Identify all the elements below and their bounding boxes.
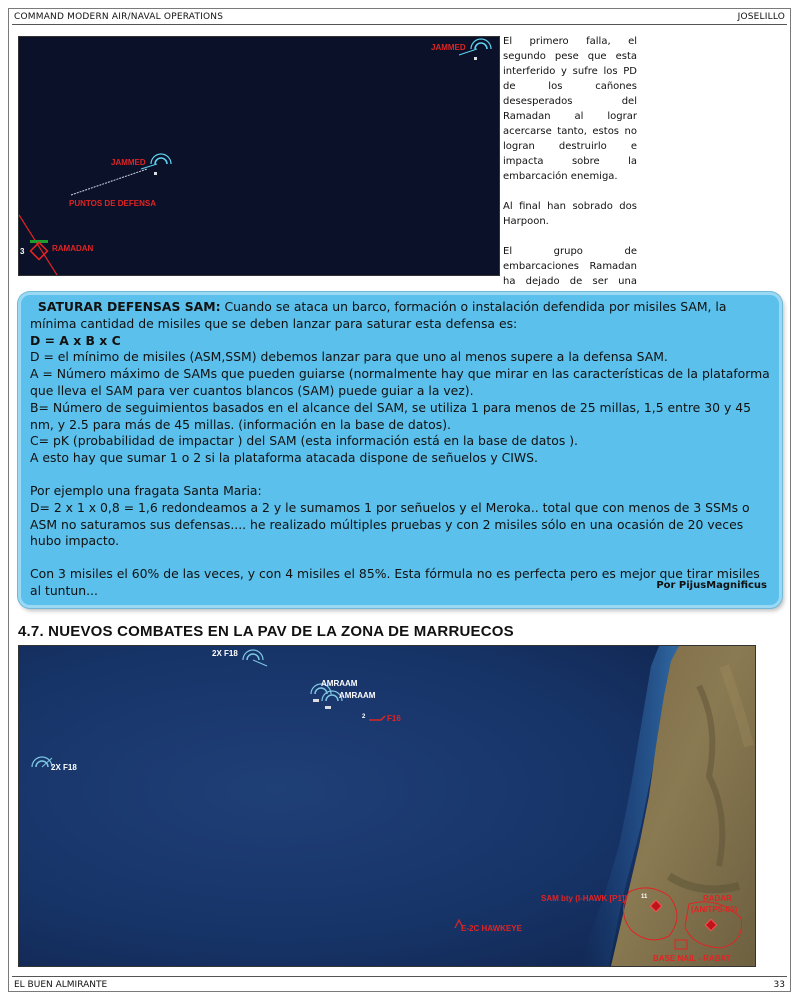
box-signature: Por PijusMagnificus — [656, 580, 767, 592]
box-title: SATURAR DEFENSAS SAM: — [37, 299, 221, 314]
header-author: JOSELILLO — [737, 12, 785, 22]
amraam-label-2: AMRAAM — [339, 691, 376, 700]
sam-count: 11 — [641, 894, 648, 900]
side-paragraph-3: El grupo de embarcaciones Ramadan ha dejado de ser una — [503, 246, 637, 287]
f18-label-top: 2X F18 — [212, 649, 238, 658]
box-gap — [30, 550, 770, 566]
f16-label: F16 — [387, 714, 401, 723]
sam-saturation-box — [18, 292, 782, 608]
puntos-defensa-label: PUNTOS DE DEFENSA — [69, 199, 156, 208]
f18-label-left: 2X F18 — [51, 763, 77, 772]
map2-graphics — [19, 646, 755, 966]
map1-graphics — [19, 37, 499, 275]
f16-count: 2 — [362, 714, 366, 720]
box-intro-paragraph — [30, 299, 770, 333]
box-intro: Cuando se ataca un barco, formación o instalación defendida por misiles SAM, la mínima cantidad de misiles que se deben lanzar para saturar esta defensa es: — [30, 299, 727, 331]
radar-type-label: (AN/TPS-63) — [691, 905, 738, 914]
box-example-body: D= 2 x 1 x 0,8 = 1,6 redondeamos a 2 y le sumamos 1 por señuelos y el Meroka.. total que con menos de 3 SSMs o ASM no saturamos sus defensas.... he realizado múltiples pruebas y con 2 misiles sólo en una ocasión de 20 veces hubo impacto. — [30, 499, 750, 549]
box-extra-line: A esto hay que sumar 1 o 2 si la plataforma atacada dispone de señuelos y CIWS. — [30, 450, 538, 466]
box-c-line: C= pK (probabilidad de impactar ) del SAM (esta información está en la base de datos ). — [30, 433, 578, 449]
footer-title: EL BUEN ALMIRANTE — [14, 980, 108, 990]
missile-trail — [71, 169, 147, 195]
amraam-label-1: AMRAAM — [321, 679, 358, 688]
sam-label: SAM bty (I-HAWK [P1]) — [541, 894, 628, 903]
tactical-map-morocco[interactable] — [18, 645, 756, 967]
box-example-title: Por ejemplo una fragata Santa Maria: — [30, 482, 262, 498]
header-title: COMMAND MODERN AIR/NAVAL OPERATIONS — [14, 12, 224, 22]
ramadan-count: 3 — [20, 247, 25, 256]
hawkeye-label: E-2C HAWKEYE — [461, 924, 522, 933]
box-conclusion: Con 3 misiles el 60% de las veces, y con 4 misiles el 85%. Esta fórmula no es perfecta pero es mejor que tirar misiles al tuntun... — [30, 566, 760, 598]
page-header — [12, 10, 787, 25]
box-b-line: B= Número de seguimientos basados en el alcance del SAM, se utiliza 1 para menos de 25 millas, 1,5 entre 30 y 45 nm, y 2.5 para más de 45 millas. (información en la base de datos). — [30, 399, 751, 432]
base-label: BASE NAIL - RABAT — [653, 954, 731, 963]
radar-label: RADAR — [703, 894, 732, 903]
side-text — [503, 34, 637, 319]
page-number: 33 — [773, 980, 785, 990]
jammed-label-top: JAMMED — [431, 43, 466, 52]
side-paragraph-1: El primero falla, el segundo pese que esta interferido y sufre los PD de los cañones desesperados del Ramadan al lograr acercarse tanto, estos no logran destruirlo e impacta sobre la embarcación enemiga. — [503, 36, 637, 182]
ramadan-label: RAMADAN — [52, 244, 94, 253]
side-paragraph-2: Al final han sobrado dos Harpoon. — [503, 201, 637, 227]
box-gap — [30, 467, 770, 483]
section-title: 4.7. NUEVOS COMBATES EN LA PAV DE LA ZONA DE MARRUECOS — [18, 623, 514, 640]
page-footer — [12, 976, 787, 991]
box-a-line: A = Número máximo de SAMs que pueden guiarse (normalmente hay que mirar en las características de la plataforma que lleva el SAM para ver cuantos blancos (SAM) puede guiar a la vez). — [30, 366, 770, 398]
box-d-line: D = el mínimo de misiles (ASM,SSM) debemos lanzar para que uno al menos supere a la defensa SAM. — [30, 349, 668, 365]
jammed-label-mid: JAMMED — [111, 158, 146, 167]
tactical-map-ramadan[interactable] — [18, 36, 500, 276]
box-formula: D = A x B x C — [30, 332, 121, 348]
